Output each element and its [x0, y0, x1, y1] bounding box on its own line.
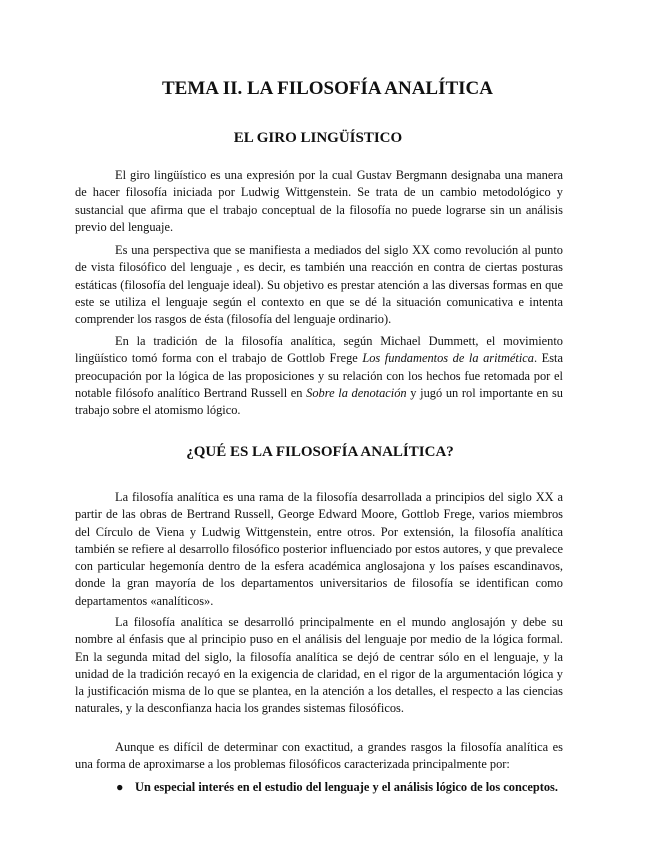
paragraph-giro-definition: El giro lingüístico es una expresión por la cual Gustav Bergmann designaba una manera de hacer filosofía iniciada por Ludwig Wittgenstein. Se trata de un cambio metodológico y sustancial que afirma que el trabajo conceptual de la filosofía no puede lograrse sin un análisis previo del lenguaje.	[75, 168, 563, 234]
paragraph-analitica-definition: La filosofía analítica es una rama de la filosofía desarrollada a principios del siglo XX a partir de las obras de Bertrand Russell, George Edward Moore, Gottlob Frege, varios miembros del Círculo de Viena y Ludwig Wittgenstein, entre otros. Por extensión, la filosofía analítica también se refiere al desarrollo filosófico posterior influenciado por estos autores, y que prevalece con particular hegemonía dentro de la esfera académica anglosajona y los países escandinavos, donde la gran mayoría de los departamentos universitarios de filosofía se identifican como departamentos «analíticos».	[75, 490, 563, 608]
paragraph-giro-perspective: Es una perspectiva que se manifiesta a mediados del siglo XX como revolución al punto de vista filosófico del lenguaje , es decir, es también una reacción en contra de ciertas posturas estáticas (filosofía del lenguaje ideal). Su objetivo es prestar atención a las diversas formas en que este se utiliza el lenguaje según el contexto en que se dé la situación comunicativa e intenta comprender los rasgos de ésta (filosofía del lenguaje ordinario).	[75, 243, 563, 327]
section-heading-que-es: ¿QUÉ ES LA FILOSOFÍA ANALÍTICA?	[186, 444, 454, 460]
paragraph-analitica-characteristics: Aunque es difícil de determinar con exactitud, a grandes rasgos la filosofía analítica es una forma de aproximarse a los problemas filosóficos caracterizada principalmente por:	[75, 740, 563, 772]
paragraph-analitica-development: La filosofía analítica se desarrolló principalmente en el mundo anglosajón y debe su nombre al énfasis que al principio puso en el análisis del lenguaje por medio de la lógica formal. En la segunda mitad del siglo, la filosofía analítica se dejó de centrar sólo en el lenguaje, y la unidad de la tradición recayó en la exigencia de claridad, en el rigor de la argumentación lógica y la justificación misma de lo que se plantea, en la atención a los detalles, el respecto a las ciencias naturales, y la desconfianza hacia los grandes sistemas filosóficos.	[75, 615, 563, 716]
book-title-denotacion: Sobre la denotación	[306, 385, 407, 400]
paragraph-text: En la tradición de la filosofía analítica, según Michael Dummett, el movimiento lingüístico tomó forma con el trabajo de Gottlob Frege	[75, 334, 563, 366]
document-title: TEMA II. LA FILOSOFÍA ANALÍTICA	[162, 78, 493, 99]
bullet-icon: ●	[116, 780, 124, 794]
list-item-text: Un especial interés en el estudio del lenguaje y el análisis lógico de los conceptos.	[135, 780, 558, 794]
paragraph-giro-tradition	[75, 333, 563, 419]
book-title-fundamentos: Los fundamentos de la aritmética	[362, 351, 535, 366]
characteristics-list	[75, 779, 563, 796]
list-item	[75, 779, 563, 796]
paragraph-text: y jugó un rol importante en su trabajo sobre el atomismo lógico.	[75, 385, 563, 418]
paragraph-text: . Esta preocupación por la lógica de las proposiciones y su relación con los hechos fue retomada por el notable filósofo analítico Bertrand Russell en	[75, 351, 563, 400]
section-heading-giro-linguistico: EL GIRO LINGÜÍSTICO	[233, 130, 403, 146]
